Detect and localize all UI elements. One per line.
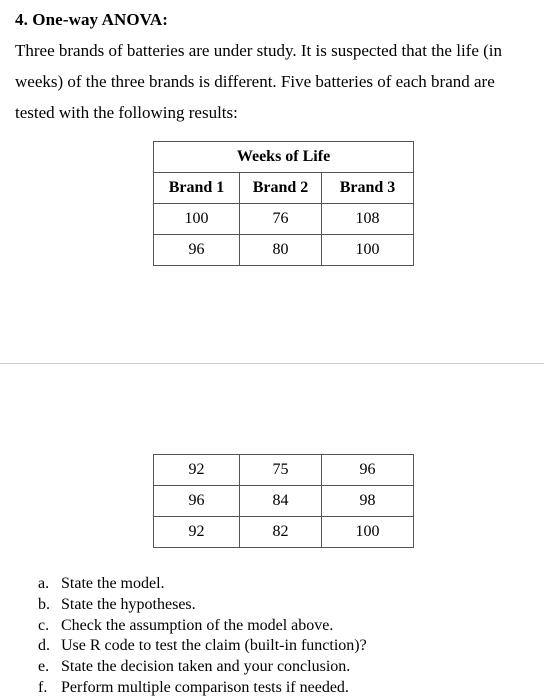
task-item bbox=[38, 595, 367, 616]
table-caption: Weeks of Life bbox=[154, 142, 414, 173]
column-header-brand-2: Brand 2 bbox=[240, 173, 322, 204]
task-item bbox=[38, 678, 367, 699]
problem-text-line-2: weeks) of the three brands is different. Five batteries of each brand are bbox=[15, 72, 495, 91]
task-letter: e. bbox=[38, 658, 50, 676]
table-row bbox=[154, 486, 414, 517]
table-cell: 75 bbox=[240, 455, 322, 486]
table-row bbox=[154, 204, 414, 235]
task-letter: b. bbox=[38, 595, 50, 613]
task-item bbox=[38, 657, 367, 678]
task-text: Check the assumption of the model above. bbox=[61, 616, 334, 634]
table-cell: 92 bbox=[154, 455, 240, 486]
column-header-brand-1: Brand 1 bbox=[154, 173, 240, 204]
task-text: Perform multiple comparison tests if needed. bbox=[61, 678, 349, 696]
page-divider bbox=[0, 363, 544, 364]
table-cell: 82 bbox=[240, 517, 322, 548]
problem-heading: 4. One-way ANOVA: bbox=[15, 10, 168, 29]
problem-text-line-1: Three brands of batteries are under study. It is suspected that the life (in bbox=[15, 41, 503, 60]
table-cell: 76 bbox=[240, 204, 322, 235]
task-item bbox=[38, 636, 367, 657]
task-text: State the decision taken and your conclusion. bbox=[61, 658, 351, 676]
table-cell: 98 bbox=[322, 486, 414, 517]
table-row bbox=[154, 235, 414, 266]
table-cell: 100 bbox=[322, 517, 414, 548]
weeks-of-life-table-top bbox=[153, 141, 414, 266]
task-text: State the model. bbox=[61, 575, 165, 592]
problem-text-line-3: tested with the following results: bbox=[15, 103, 238, 122]
table-cell: 100 bbox=[154, 204, 240, 235]
table-row bbox=[154, 455, 414, 486]
task-item bbox=[38, 616, 367, 637]
task-text: Use R code to test the claim (built-in function)? bbox=[61, 637, 367, 655]
table-row bbox=[154, 517, 414, 548]
table-cell: 100 bbox=[322, 235, 414, 266]
task-letter: d. bbox=[38, 637, 50, 655]
table-cell: 84 bbox=[240, 486, 322, 517]
table-cell: 80 bbox=[240, 235, 322, 266]
table-cell: 96 bbox=[154, 486, 240, 517]
task-letter: f. bbox=[38, 678, 48, 696]
task-letter: a. bbox=[38, 575, 50, 592]
table-cell: 96 bbox=[322, 455, 414, 486]
task-text: State the hypotheses. bbox=[61, 595, 196, 613]
table-header-row bbox=[154, 173, 414, 204]
weeks-of-life-table-bottom bbox=[153, 454, 414, 548]
task-letter: c. bbox=[38, 616, 50, 634]
column-header-brand-3: Brand 3 bbox=[322, 173, 414, 204]
table-cell: 108 bbox=[322, 204, 414, 235]
task-list bbox=[38, 574, 367, 699]
table-cell: 92 bbox=[154, 517, 240, 548]
task-item bbox=[38, 574, 367, 595]
table-cell: 96 bbox=[154, 235, 240, 266]
